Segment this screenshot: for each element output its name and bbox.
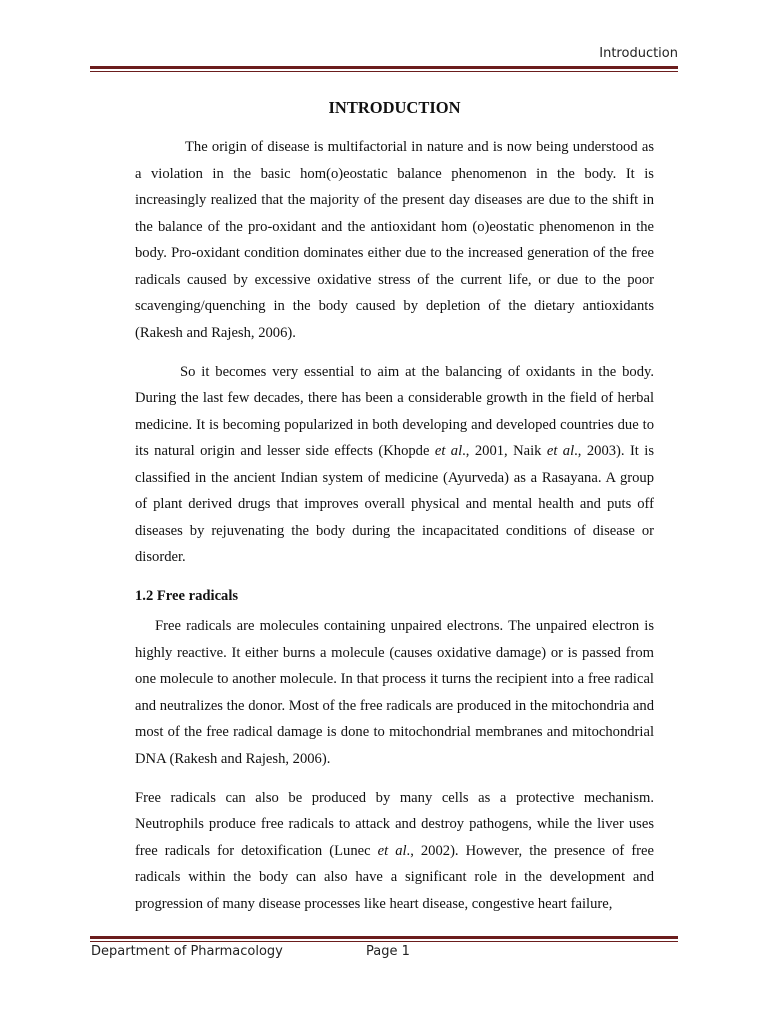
italic-et-al: et al <box>377 842 407 859</box>
paragraph-text: ., 2001, Naik <box>462 443 547 459</box>
header-rule <box>90 66 678 72</box>
paragraph-text: Free radicals can also be produced by many cells as a protective mechanism. Neutrophils produce free radicals to attack and destroy pathogens, while the liver uses free radicals for detoxification (Lunec <box>135 789 654 859</box>
section-heading: 1.2 Free radicals <box>135 588 239 604</box>
paragraph-free-radicals-production <box>135 785 654 918</box>
paragraph-text: ., 2003). It is classified in the ancient Indian system of medicine (Ayurveda) as a Rasayana. A group of plant derived drugs that improves overall physical and mental health and puts off diseases by rejuvenating the body during the incapacitated conditions of disease or disorder. <box>135 443 654 565</box>
page-body <box>135 96 654 930</box>
paragraph-herbal-medicine <box>135 359 654 571</box>
running-header: Introduction <box>599 46 678 61</box>
page-title: INTRODUCTION <box>328 98 461 117</box>
footer-department: Department of Pharmacology <box>91 944 283 959</box>
paragraph-text: So it becomes very essential to aim at the balancing of oxidants in the body. During the last few decades, there has been a considerable growth in the field of herbal medicine. It is becoming popularized in both developing and developed countries due to its natural origin and lesser side effects (Khopde <box>135 363 654 459</box>
footer-page-number: Page 1 <box>366 944 410 959</box>
italic-et-al: et al <box>546 443 575 459</box>
paragraph-free-radicals-definition: Free radicals are molecules containing unpaired electrons. The unpaired electron is highly reactive. It either burns a molecule (causes oxidative damage) or is passed from one molecule to another molecule. In that process it turns the recipient into a free radical and neutralizes the donor. Most of the free radicals are produced in the mitochondria and most of the free radical damage is done to mitochondrial membranes and mitochondrial DNA (Rakesh and Rajesh, 2006). <box>135 618 654 767</box>
paragraph-origin-of-disease: The origin of disease is multifactorial in nature and is now being understood as a violation in the basic hom(o)eostatic balance phenomenon in the body. It is increasingly realized that the majority of the present day diseases are due to the shift in the balance of the pro-oxidant and the antioxidant hom (o)eostatic phenomenon in the body. Pro-oxidant condition dominates either due to the increased generation of the free radicals caused by excessive oxidative stress of the current life, or due to the poor scavenging/quenching in the body caused by depletion of the dietary antioxidants (Rakesh and Rajesh, 2006). <box>135 139 654 341</box>
footer-rule <box>90 936 678 942</box>
paragraph-text: ., 2002). However, the presence of free radicals within the body can also have a significant role in the development and progression of many disease processes like heart disease, congestive heart failure, <box>135 842 654 912</box>
italic-et-al: et al <box>434 443 463 459</box>
